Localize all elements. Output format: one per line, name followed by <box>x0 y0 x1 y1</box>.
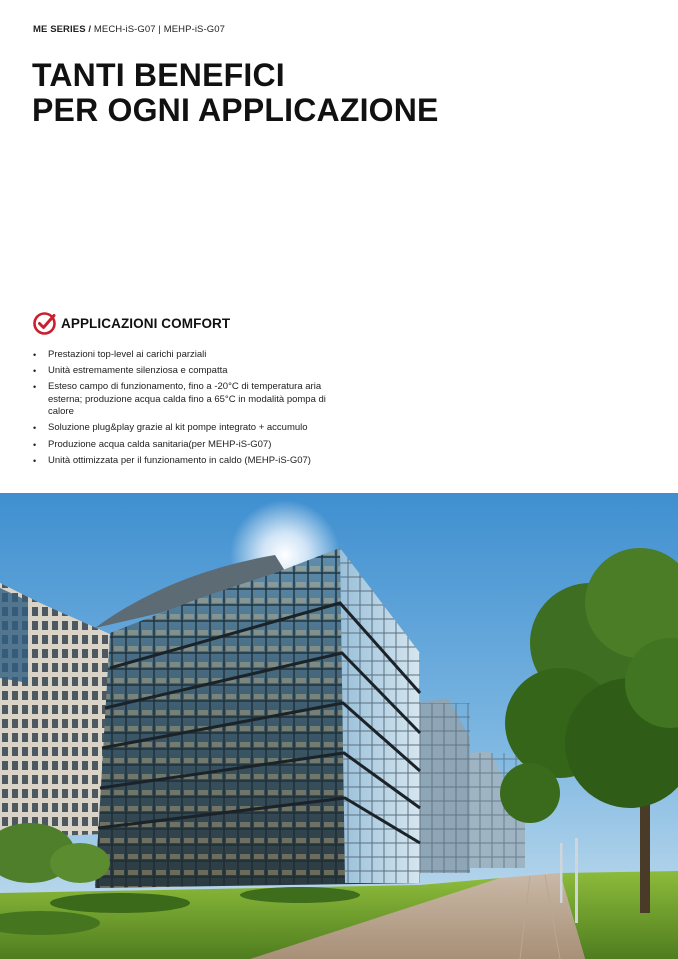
list-item: • Produzione acqua calda sanitaria(per MEHP-iS-G07) <box>33 439 348 452</box>
model-names: MECH-iS-G07 | MEHP-iS-G07 <box>93 24 226 35</box>
benefit-list <box>33 349 633 467</box>
comfort-applications-section <box>33 310 633 471</box>
list-item: • Prestazioni top-level ai carichi parziali <box>33 349 348 362</box>
page-title <box>32 58 439 128</box>
list-item: • Unità estremamente silenziosa e compatta <box>33 365 348 378</box>
title-line-2: PER OGNI APPLICAZIONE <box>32 92 439 128</box>
office-building-photo <box>0 493 678 959</box>
list-item: • Esteso campo di funzionamento, fino a -20°C di temperatura aria esterna; produzione acqua calda fino a 65°C in modalità pompa di calore <box>33 381 348 419</box>
section-heading <box>33 310 633 336</box>
list-item: • Unità ottimizzata per il funzionamento in caldo (MEHP-iS-G07) <box>33 455 348 468</box>
check-circle-icon <box>33 311 57 335</box>
section-title: APPLICAZIONI COMFORT <box>61 315 231 331</box>
series-name: ME SERIES / <box>33 24 92 35</box>
series-header <box>33 24 225 35</box>
title-line-1: TANTI BENEFICI <box>32 57 285 93</box>
list-item: • Soluzione plug&play grazie al kit pompe integrato + accumulo <box>33 422 348 435</box>
